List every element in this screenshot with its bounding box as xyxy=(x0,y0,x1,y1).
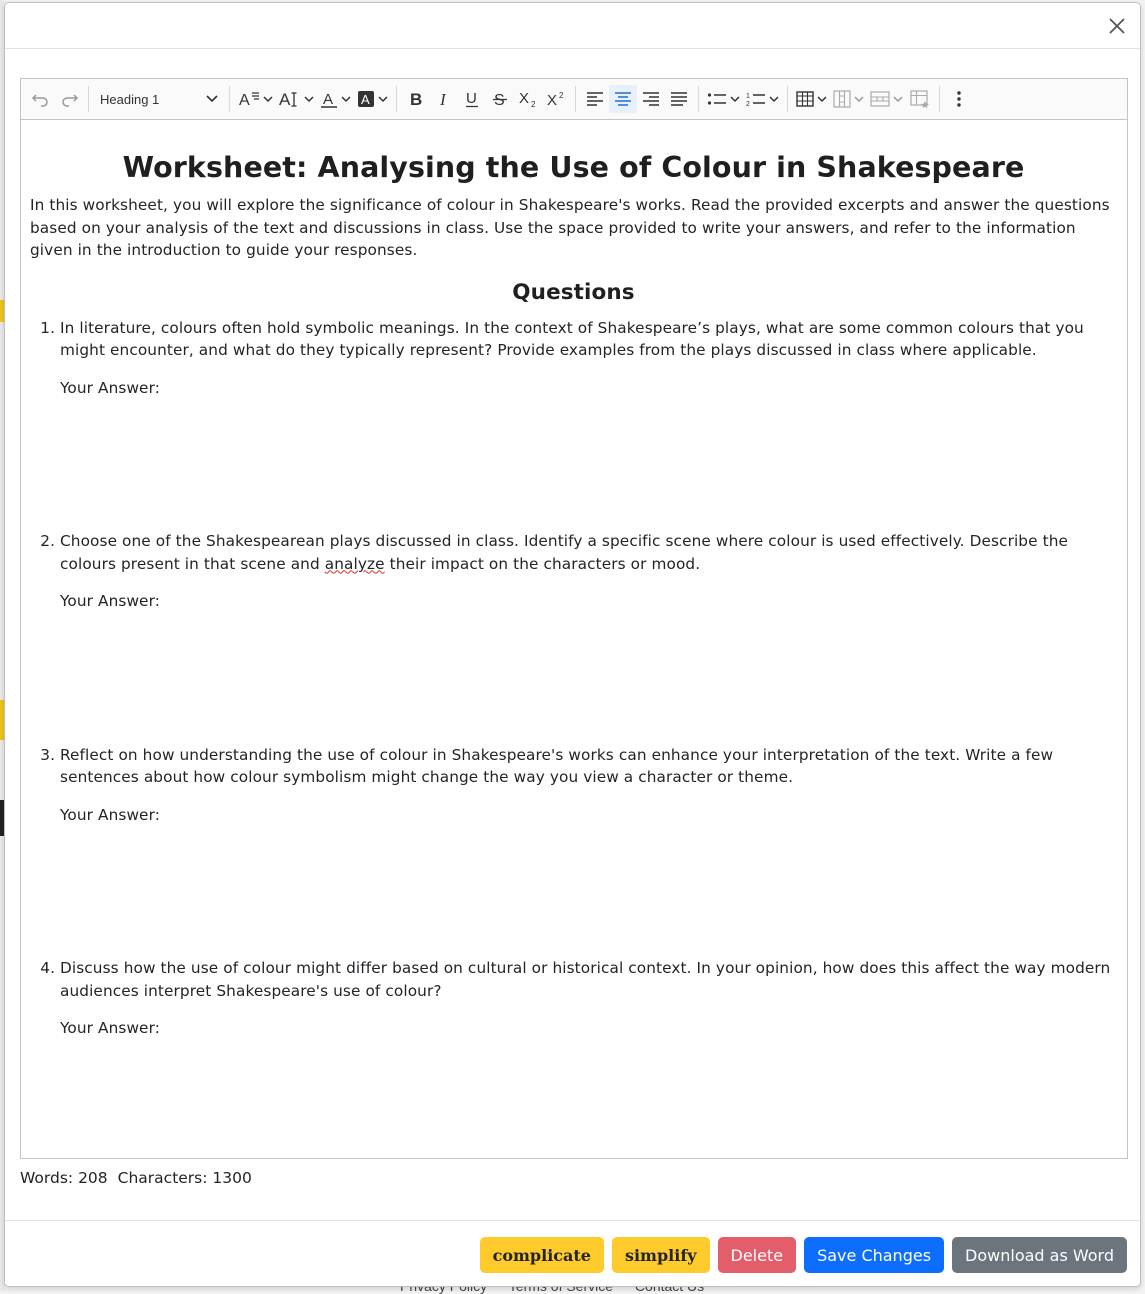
intro-paragraph: In this worksheet, you will explore the significance of colour in Shakespeare's works. Read the provided excerpts and answer the questions based on your analysis of the text and discussions in class. Use the space provided to write your answers, and refer to the information given in the introduction to guide your responses. xyxy=(30,196,1110,259)
svg-text:2: 2 xyxy=(531,100,536,108)
svg-text:X: X xyxy=(547,92,558,108)
question-item xyxy=(60,317,1117,531)
more-options-button[interactable] xyxy=(945,85,973,113)
close-icon xyxy=(1108,17,1126,35)
chevron-down-icon xyxy=(854,96,864,103)
table-row-dropdown[interactable] xyxy=(867,85,906,113)
svg-text:I: I xyxy=(440,90,446,108)
word-count: Words: 208 xyxy=(20,1169,108,1187)
font-family-dropdown[interactable] xyxy=(276,85,317,113)
toolbar-separator xyxy=(88,86,89,112)
table-column-dropdown[interactable] xyxy=(830,85,867,113)
align-center-button[interactable] xyxy=(609,85,637,113)
chevron-down-icon xyxy=(730,96,740,103)
more-options-icon xyxy=(956,90,962,108)
highlight-color-icon xyxy=(357,90,375,108)
strikethrough-icon xyxy=(492,90,508,108)
toolbar-separator xyxy=(787,86,788,112)
character-count: Characters: 1300 xyxy=(117,1169,252,1187)
subscript-icon xyxy=(518,90,538,108)
questions-heading: Questions xyxy=(512,279,635,305)
redo-button[interactable] xyxy=(55,85,83,113)
modal-footer xyxy=(5,1220,1140,1287)
simplify-button[interactable]: simplify xyxy=(612,1237,710,1273)
svg-text:A: A xyxy=(323,91,334,108)
undo-icon xyxy=(31,91,51,107)
chevron-down-icon xyxy=(378,96,388,103)
heading-select[interactable] xyxy=(94,85,224,113)
editor-toolbar xyxy=(21,79,1127,120)
chevron-down-icon xyxy=(769,96,779,103)
align-justify-icon xyxy=(670,91,688,107)
svg-text:A: A xyxy=(279,90,291,108)
svg-text:S: S xyxy=(494,92,505,108)
question-text-part: Choose one of the Shakespearean plays discussed in class. Identify a specific scene where colour is used effectively. Describe the colours present in that scene and xyxy=(60,532,1068,573)
editor-content[interactable] xyxy=(21,148,1127,1140)
align-center-icon xyxy=(614,91,632,107)
toolbar-separator xyxy=(229,86,230,112)
table-row-icon xyxy=(870,91,890,107)
underline-icon xyxy=(464,90,480,108)
bold-button[interactable] xyxy=(402,85,430,113)
complicate-button[interactable]: complicate xyxy=(480,1237,604,1273)
italic-icon xyxy=(436,90,452,108)
rich-text-editor xyxy=(20,78,1128,1159)
question-text: 3. Reflect on how understanding the use of colour in Shakespeare's works can enhance your interpretation of the text. Write a few sentences about how colour symbolism might change the way you view a character or theme. xyxy=(60,745,1054,786)
merge-cells-icon xyxy=(910,90,930,108)
spelling-flag[interactable]: analyze xyxy=(324,554,385,573)
toolbar-separator xyxy=(396,86,397,112)
svg-text:B: B xyxy=(410,90,423,108)
superscript-icon xyxy=(546,90,566,108)
chevron-down-icon xyxy=(817,96,827,103)
answer-label: Your Answer: xyxy=(60,1019,160,1037)
toolbar-separator xyxy=(575,86,576,112)
question-text xyxy=(60,530,1117,575)
answer-space[interactable] xyxy=(60,1040,1117,1140)
chevron-down-icon xyxy=(304,96,314,103)
svg-text:X: X xyxy=(519,90,530,107)
bulleted-list-dropdown[interactable] xyxy=(704,85,743,113)
toolbar-separator xyxy=(698,86,699,112)
delete-button[interactable]: Delete xyxy=(718,1237,797,1273)
answer-label: Your Answer: xyxy=(60,378,160,397)
numbered-list-dropdown[interactable] xyxy=(743,85,782,113)
font-size-dropdown[interactable] xyxy=(235,85,276,113)
question-text: 4. Discuss how the use of colour might differ based on cultural or historical context. In your opinion, how does this affect the way modern audiences interpret Shakespeare's use of colour? xyxy=(60,959,1111,1000)
modal-header xyxy=(5,3,1140,49)
bold-icon xyxy=(408,90,424,108)
align-justify-button[interactable] xyxy=(665,85,693,113)
align-right-icon xyxy=(642,91,660,107)
save-changes-button[interactable]: Save Changes xyxy=(804,1237,944,1273)
question-item xyxy=(60,744,1117,958)
question-text-part: their impact on the characters or mood. xyxy=(384,554,701,573)
table-column-icon xyxy=(833,90,851,108)
chevron-down-icon xyxy=(341,96,351,103)
worksheet-modal xyxy=(4,2,1141,1287)
numbered-list-icon xyxy=(746,91,766,107)
heading-select-value: Heading 1 xyxy=(100,91,160,107)
questions-list xyxy=(30,317,1117,1140)
word-count-bar xyxy=(20,1169,252,1187)
merge-cells-button[interactable] xyxy=(906,85,934,113)
align-right-button[interactable] xyxy=(637,85,665,113)
insert-table-icon xyxy=(796,91,814,107)
download-word-button[interactable]: Download as Word xyxy=(952,1237,1127,1273)
answer-label: Your Answer: xyxy=(60,805,160,824)
question-item xyxy=(60,957,1117,1140)
redo-icon xyxy=(59,91,79,107)
chevron-down-icon xyxy=(893,96,903,103)
font-family-icon xyxy=(279,90,301,108)
strikethrough-button[interactable] xyxy=(486,85,514,113)
svg-text:1: 1 xyxy=(746,93,750,100)
bulleted-list-icon xyxy=(707,91,727,107)
svg-text:2: 2 xyxy=(746,101,750,107)
toolbar-separator xyxy=(939,86,940,112)
font-color-icon xyxy=(320,90,338,108)
footer-buttons xyxy=(480,1237,1127,1273)
underline-button[interactable] xyxy=(458,85,486,113)
answer-label: Your Answer: xyxy=(60,592,160,610)
question-item xyxy=(60,530,1117,744)
close-button[interactable] xyxy=(1104,13,1130,39)
question-text: 1. In literature, colours often hold symbolic meanings. In the context of Shakespeare’s plays, what are some common colours that you might encounter, and what do they typically represent? Provide examples from the plays discussed in class where applicable. xyxy=(60,318,1084,359)
worksheet-title: Worksheet: Analysing the Use of Colour in Shakespeare xyxy=(122,151,1025,184)
subscript-button[interactable] xyxy=(514,85,542,113)
svg-text:A: A xyxy=(361,92,370,107)
svg-text:2: 2 xyxy=(559,91,564,100)
chevron-down-icon xyxy=(206,95,218,103)
align-left-icon xyxy=(586,91,604,107)
svg-text:U: U xyxy=(466,90,477,107)
undo-button[interactable] xyxy=(27,85,55,113)
answer-space[interactable] xyxy=(60,613,1117,744)
align-left-button[interactable] xyxy=(581,85,609,113)
insert-table-dropdown[interactable] xyxy=(793,85,830,113)
svg-text:A: A xyxy=(239,92,250,108)
font-color-dropdown[interactable] xyxy=(317,85,354,113)
chevron-down-icon xyxy=(263,96,273,103)
highlight-color-dropdown[interactable] xyxy=(354,85,391,113)
answer-space[interactable] xyxy=(60,826,1117,957)
italic-button[interactable] xyxy=(430,85,458,113)
font-size-icon xyxy=(238,90,260,108)
superscript-button[interactable] xyxy=(542,85,570,113)
answer-space[interactable] xyxy=(60,399,1117,530)
